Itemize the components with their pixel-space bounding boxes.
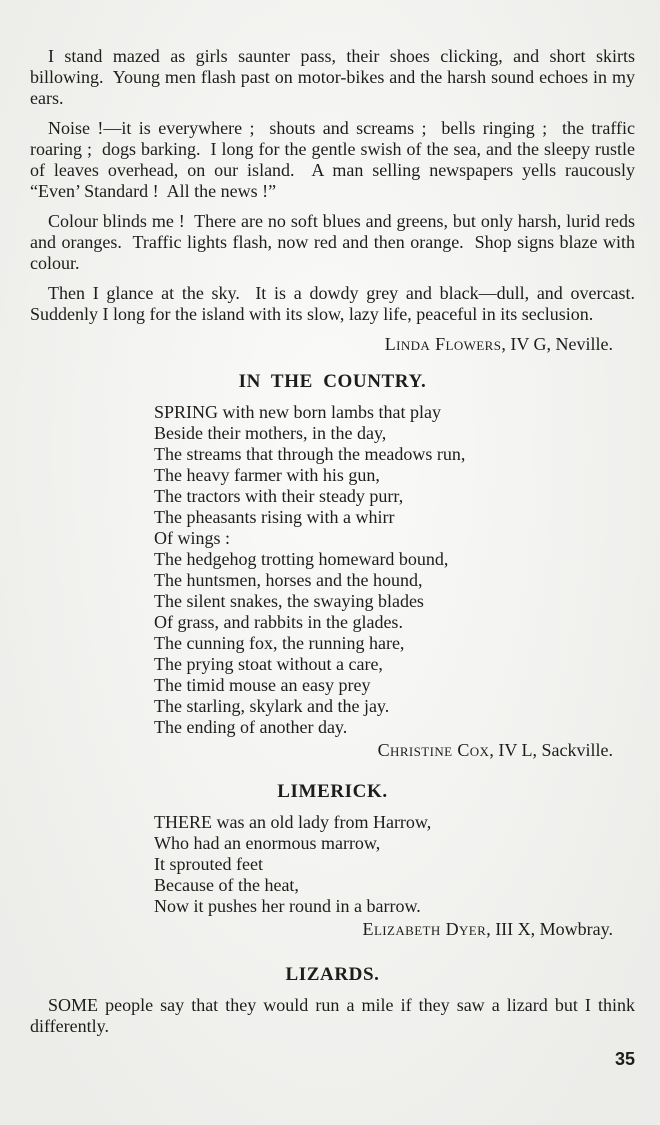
attribution [30, 919, 613, 940]
poem-line: The timid mouse an easy prey [154, 675, 371, 695]
prose-paragraph: Noise !—it is everywhere ; shouts and screams ; bells ringing ; the traffic roaring ; dogs barking. I long for the gentle swish of the sea, and the sleepy rustle of leaves overhead, on our island. A man selling newspapers yells raucously “Even’ Standard ! All the news !” [30, 118, 640, 201]
prose-paragraph: Then I glance at the sky. It is a dowdy grey and black—dull, and overcast. Suddenly I long for the island with its slow, lazy life, peaceful in its seclusion. [30, 283, 644, 324]
attribution-name: Christine Cox [377, 740, 490, 760]
poem-line: The hedgehog trotting homeward bound, [154, 549, 449, 569]
poem-line: The streams that through the meadows run, [154, 444, 466, 464]
poem-title-in-the-country: IN THE COUNTRY. [238, 371, 427, 392]
poem-line: THERE was an old lady from Harrow, [154, 812, 432, 832]
poem-line: The starling, skylark and the jay. [154, 696, 390, 716]
poem-line: The pheasants rising with a whirr [154, 507, 395, 527]
poem-title-lizards: LIZARDS. [285, 964, 380, 985]
poem-line: SPRING with new born lambs that play [154, 402, 441, 422]
prose-paragraph: Colour blinds me ! There are no soft blues and greens, but only harsh, lurid reds and oranges. Traffic lights flash, now red and then orange. Shop signs blaze with colour. [30, 211, 640, 273]
poem-line: It sprouted feet [154, 854, 263, 874]
poem-title-limerick: LIMERICK. [277, 781, 388, 802]
poem-line: Of wings : [154, 528, 230, 548]
poem-line: The ending of another day. [154, 717, 348, 737]
attribution-detail: , IV L, Sackville. [489, 740, 613, 760]
page-number: 35 [614, 1049, 635, 1069]
poem-line: The cunning fox, the running hare, [154, 633, 405, 653]
poem-limerick [154, 812, 635, 917]
attribution-detail: , IV G, Neville. [501, 334, 613, 354]
poem-line: Now it pushes her round in a barrow. [154, 896, 421, 916]
attribution [30, 334, 613, 355]
poem-line: The tractors with their steady purr, [154, 486, 404, 506]
attribution [30, 740, 613, 761]
poem-line: Beside their mothers, in the day, [154, 423, 387, 443]
poem-line: Because of the heat, [154, 875, 299, 895]
poem-line: The heavy farmer with his gun, [154, 465, 380, 485]
poem-line: Of grass, and rabbits in the glades. [154, 612, 403, 632]
prose-paragraph: SOME people say that they would run a mile if they saw a lizard but I think differently. [30, 995, 640, 1036]
poem-line: Who had an enormous marrow, [154, 833, 381, 853]
attribution-name: Linda Flowers [384, 334, 502, 354]
poem-line: The prying stoat without a care, [154, 654, 383, 674]
poem-line: The silent snakes, the swaying blades [154, 591, 424, 611]
prose-paragraph: I stand mazed as girls saunter pass, their shoes clicking, and short skirts billowing. Young men flash past on motor-bikes and the harsh sound echoes in my ears. [30, 46, 640, 108]
attribution-detail: , III X, Mowbray. [486, 919, 613, 939]
attribution-name: Elizabeth Dyer [362, 919, 487, 939]
poem-line: The huntsmen, horses and the hound, [154, 570, 423, 590]
poem-in-the-country [154, 402, 635, 738]
